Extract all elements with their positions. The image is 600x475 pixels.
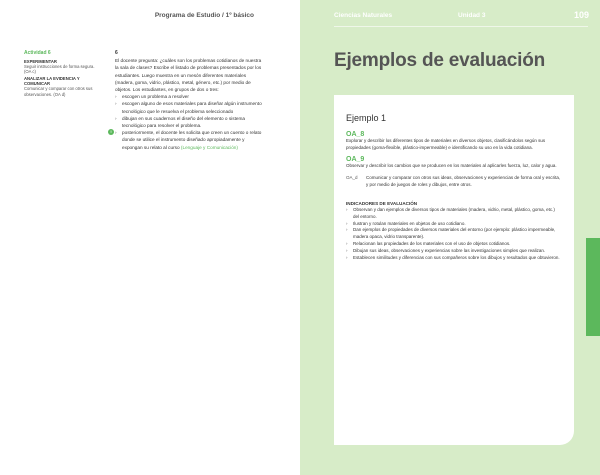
- list-item: [346, 207, 562, 221]
- chevron-right-icon: ›: [346, 247, 348, 253]
- section-tab-marker: [586, 238, 600, 336]
- activity-steps: [110, 93, 265, 151]
- indicator-text: Dibujan sus ideas, observaciones y experiencias sobre las investigaciones simples que realizan.: [353, 247, 546, 253]
- list-item: [110, 129, 265, 151]
- chevron-right-icon: ›: [115, 101, 117, 107]
- step-text: posteriormente, el docente les solicita que creen un cuento o relato donde se utilice el instrumento diseñado apropiadamente y expongan su relato al curso: [122, 130, 262, 150]
- indicators-list: [346, 207, 562, 261]
- list-item: [115, 93, 265, 100]
- chevron-right-icon: ›: [346, 254, 348, 260]
- indicator-text: Observan y dan ejemplos de diversos tipos de materiales (madera, vidrio, metal, plástico, goma, etc.) del entorno.: [353, 206, 555, 219]
- cross-curricular-icon: !: [108, 129, 114, 135]
- indicator-text: Relacionan las propiedades de los materiales con el uso de objetos cotidianos.: [353, 240, 511, 246]
- activity-number: 6: [115, 50, 118, 56]
- chevron-right-icon: ›: [115, 115, 117, 121]
- right-running-header: [300, 0, 600, 28]
- list-item: [346, 255, 562, 262]
- activity-sidebar-title: Actividad 6: [24, 50, 51, 56]
- list-item: [115, 115, 265, 129]
- step-text: escogen alguno de esos materiales para diseñar algún instrumento tecnológico que le resuelva el problema seleccionado: [122, 101, 262, 114]
- example-card: [334, 95, 574, 445]
- unit-label: Unidad 3: [458, 12, 486, 19]
- chevron-right-icon: ›: [346, 206, 348, 212]
- chevron-right-icon: ›: [346, 240, 348, 246]
- list-item: [346, 248, 562, 255]
- skill-objective-code: OA_d: [346, 175, 358, 181]
- chevron-right-icon: ›: [346, 227, 348, 233]
- chevron-right-icon: ›: [346, 220, 348, 226]
- chevron-right-icon: ›: [115, 130, 117, 136]
- chevron-right-icon: ›: [115, 94, 117, 100]
- page-title: Ejemplos de evaluación: [334, 50, 546, 71]
- objective-text: Explorar y describir los diferentes tipos de materiales en diversos objetos, clasificándolos según sus propiedades (goma-flexible, plástico-impermeable) e identificando su uso en la vida cotidiana.: [346, 138, 546, 150]
- cross-curricular-link: (Lenguaje y Comunicación): [180, 144, 238, 150]
- objective-text: Observar y describir los cambios que se producen en los materiales al aplicarles fuerza, luz, calor y agua.: [346, 162, 557, 168]
- indicator-text: Ilustran y rotulan materiales en objetos de uso cotidiano.: [353, 220, 466, 226]
- header-divider: [334, 26, 588, 27]
- skill-desc: Seguir instrucciones de forma segura. (OA c): [24, 64, 95, 75]
- example-title: Ejemplo 1: [346, 113, 387, 123]
- activity-intro: El docente pregunta: ¿cuáles son los problemas cotidianos de nuestra la sala de clases? Escribe el listado de problemas presentados por los estudiantes. Luego muestra en un mesón diferentes materiales (madera, goma, vidrio, plástico, metal, género, etc.) por medio de objetos. Los estudiantes, en grupos de dos o tres:: [115, 58, 262, 93]
- objective-code: OA_8: [346, 131, 365, 138]
- skill-objective: [346, 175, 562, 189]
- activity-body: [110, 50, 265, 151]
- step-text: dibujan en sus cuadernos el diseño del elemento o sistema tecnológico para resolver el problema.: [122, 115, 245, 129]
- subject-label: Ciencias Naturales: [334, 12, 393, 19]
- skill-name: ANALIZAR LA EVIDENCIA Y COMUNICAR: [24, 76, 80, 87]
- indicators-title: INDICADORES DE EVALUACIÓN: [346, 200, 418, 206]
- right-page: [300, 0, 600, 475]
- indicator-text: Dan ejemplos de propiedades de diversos materiales del entorno (por ejemplo: plástico impermeable, madera opaca, vidrio transparente).: [353, 227, 556, 240]
- skill-desc: Comunicar y comparar con otros sus observaciones. (OA d): [24, 86, 93, 97]
- skill-objective-text: Comunicar y comparar con otros sus ideas, observaciones y experiencias de forma oral y escrita, y por medio de juegos de roles y dibujos, entre otros.: [366, 175, 561, 188]
- list-item: [346, 227, 562, 241]
- activity-sidebar: [24, 50, 96, 97]
- skill-name: EXPERIMENTAR: [24, 59, 57, 64]
- list-item: [346, 221, 562, 228]
- step-text: escogen un problema a resolver: [122, 94, 189, 100]
- page-number: 109: [574, 10, 590, 20]
- left-running-header: Programa de Estudio / 1º básico: [154, 12, 254, 19]
- objective-code: OA_9: [346, 155, 365, 163]
- list-item: [346, 241, 562, 248]
- list-item: [115, 100, 265, 114]
- indicator-text: Establecen similitudes y diferencias con sus compañeros sobre los dibujos y resultados que obtuvieron.: [353, 254, 560, 260]
